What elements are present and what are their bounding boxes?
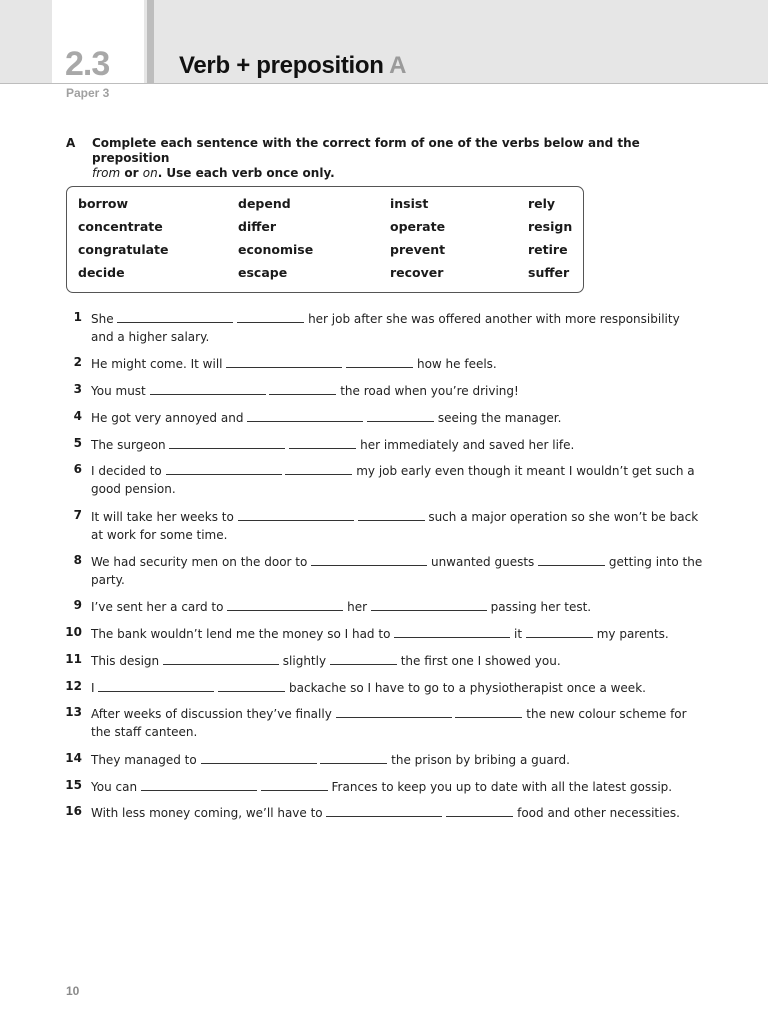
question-text — [91, 598, 706, 616]
question-fragment: I’ve sent her a card to — [91, 600, 228, 614]
question-fragment: After weeks of discussion they’ve finally — [91, 707, 336, 721]
answer-blank[interactable] — [330, 654, 397, 665]
answer-blank[interactable] — [166, 464, 282, 475]
question-fragment: You can — [91, 780, 141, 794]
header-divider — [147, 0, 154, 83]
question-fragment: It will take her weeks to — [91, 510, 238, 524]
question-number: 10 — [65, 625, 82, 639]
question-fragment: With less money coming, we’ll have to — [91, 806, 327, 820]
verb-item: operate — [390, 219, 446, 234]
question-text — [91, 310, 706, 346]
question-fragment: the first one I showed you. — [396, 654, 561, 668]
answer-blank[interactable] — [367, 411, 434, 422]
answer-blank[interactable] — [141, 780, 257, 791]
verb-item: insist — [390, 196, 429, 211]
question-fragment: She — [91, 312, 118, 326]
question-number: 2 — [73, 355, 82, 369]
answer-blank[interactable] — [538, 555, 605, 566]
answer-blank[interactable] — [285, 464, 352, 475]
answer-blank[interactable] — [98, 681, 214, 692]
verb-item: suffer — [528, 265, 570, 280]
question-fragment: The surgeon — [91, 438, 170, 452]
question-text — [91, 553, 706, 589]
answer-blank[interactable] — [163, 654, 279, 665]
question-text — [91, 679, 706, 697]
question-number: 11 — [65, 652, 82, 666]
verb-item: decide — [78, 265, 125, 280]
question-fragment: I decided to — [91, 464, 166, 478]
question-fragment: slightly — [278, 654, 330, 668]
verb-item: resign — [528, 219, 573, 234]
question-text — [91, 462, 706, 498]
question-number: 7 — [73, 508, 82, 522]
answer-blank[interactable] — [358, 510, 425, 521]
preposition-on: on — [142, 166, 158, 180]
answer-blank[interactable] — [311, 555, 427, 566]
question-fragment: The bank wouldn’t lend me the money so I had to — [91, 627, 395, 641]
paper-label: Paper 3 — [66, 86, 110, 100]
title-text: Verb + preposition — [179, 52, 384, 79]
verb-item: prevent — [390, 242, 446, 257]
answer-blank[interactable] — [169, 438, 285, 449]
question-number: 3 — [73, 382, 82, 396]
preposition-from: from — [92, 166, 121, 180]
question-text — [91, 436, 706, 454]
question-fragment: unwanted guests — [427, 555, 539, 569]
answer-blank[interactable] — [201, 753, 317, 764]
question-fragment: my parents. — [592, 627, 669, 641]
exercise-letter: A — [66, 136, 76, 150]
answer-blank[interactable] — [150, 384, 266, 395]
answer-blank[interactable] — [320, 753, 387, 764]
title-letter: A — [389, 52, 407, 79]
answer-blank[interactable] — [346, 357, 413, 368]
verb-item: borrow — [78, 196, 128, 211]
answer-blank[interactable] — [261, 780, 328, 791]
verb-box — [66, 186, 584, 293]
question-fragment: seeing the manager. — [434, 411, 562, 425]
question-fragment: food and other necessities. — [513, 806, 680, 820]
question-number: 16 — [65, 804, 82, 818]
unit-number: 2.3 — [65, 45, 110, 83]
question-fragment: You must — [91, 384, 150, 398]
question-number: 12 — [65, 679, 82, 693]
verb-item: retire — [528, 242, 568, 257]
question-fragment: her job after she was offered another with more responsibility and a higher salary. — [91, 312, 680, 344]
question-fragment: such a major operation so she won’t be back at work for some time. — [91, 510, 699, 542]
question-text — [91, 705, 706, 741]
question-text — [91, 804, 706, 822]
verb-item: concentrate — [78, 219, 163, 234]
question-fragment: the new colour scheme for the staff canteen. — [91, 707, 687, 739]
question-fragment: This design — [91, 654, 163, 668]
question-fragment: He got very annoyed and — [91, 411, 248, 425]
question-number: 6 — [73, 462, 82, 476]
answer-blank[interactable] — [326, 806, 442, 817]
answer-blank[interactable] — [446, 806, 513, 817]
answer-blank[interactable] — [247, 411, 363, 422]
answer-blank[interactable] — [237, 312, 304, 323]
question-fragment: passing her test. — [486, 600, 592, 614]
instruction-text — [92, 136, 712, 181]
question-text — [91, 652, 706, 670]
instruction-line1: Complete each sentence with the correct form of one of the verbs below and the preposition — [92, 136, 640, 165]
question-text — [91, 355, 706, 373]
question-fragment: They managed to — [91, 753, 201, 767]
question-fragment: He might come. It will — [91, 357, 227, 371]
instruction-or: or — [120, 166, 143, 180]
question-text — [91, 778, 706, 796]
answer-blank[interactable] — [227, 600, 343, 611]
question-number: 13 — [65, 705, 82, 719]
question-number: 5 — [73, 436, 82, 450]
answer-blank[interactable] — [455, 707, 522, 718]
question-fragment: my job early even though it meant I wouldn’t get such a good pension. — [91, 464, 695, 496]
question-text — [91, 751, 706, 769]
question-fragment: her immediately and saved her life. — [356, 438, 575, 452]
question-number: 8 — [73, 553, 82, 567]
question-text — [91, 382, 706, 400]
question-number: 9 — [73, 598, 82, 612]
question-text — [91, 409, 706, 427]
answer-blank[interactable] — [336, 707, 452, 718]
answer-blank[interactable] — [218, 681, 285, 692]
verb-item: economise — [238, 242, 314, 257]
verb-item: rely — [528, 196, 556, 211]
header-rule — [0, 83, 768, 84]
question-number: 15 — [65, 778, 82, 792]
question-fragment: backache so I have to go to a physiotherapist once a week. — [285, 681, 646, 695]
verb-item: congratulate — [78, 242, 169, 257]
question-fragment: it — [510, 627, 526, 641]
question-fragment: the road when you’re driving! — [336, 384, 519, 398]
verb-item: recover — [390, 265, 444, 280]
answer-blank[interactable] — [269, 384, 336, 395]
verb-item: escape — [238, 265, 288, 280]
answer-blank[interactable] — [526, 627, 593, 638]
answer-blank[interactable] — [289, 438, 356, 449]
question-fragment: the prison by bribing a guard. — [387, 753, 570, 767]
question-number: 1 — [73, 310, 82, 324]
question-number: 14 — [65, 751, 82, 765]
question-text — [91, 508, 706, 544]
question-fragment: getting into the party. — [91, 555, 703, 587]
question-text — [91, 625, 706, 643]
question-fragment: Frances to keep you up to date with all the latest gossip. — [327, 780, 673, 794]
question-number: 4 — [73, 409, 82, 423]
question-fragment: her — [343, 600, 371, 614]
page-number: 10 — [66, 984, 80, 998]
instruction-rest: . Use each verb once only. — [157, 166, 335, 180]
answer-blank[interactable] — [371, 600, 487, 611]
answer-blank[interactable] — [394, 627, 510, 638]
answer-blank[interactable] — [117, 312, 233, 323]
answer-blank[interactable] — [226, 357, 342, 368]
verb-item: differ — [238, 219, 277, 234]
question-fragment: We had security men on the door to — [91, 555, 312, 569]
answer-blank[interactable] — [238, 510, 354, 521]
question-fragment: how he feels. — [413, 357, 497, 371]
question-fragment: I — [91, 681, 99, 695]
page-title — [179, 52, 406, 80]
verb-item: depend — [238, 196, 291, 211]
